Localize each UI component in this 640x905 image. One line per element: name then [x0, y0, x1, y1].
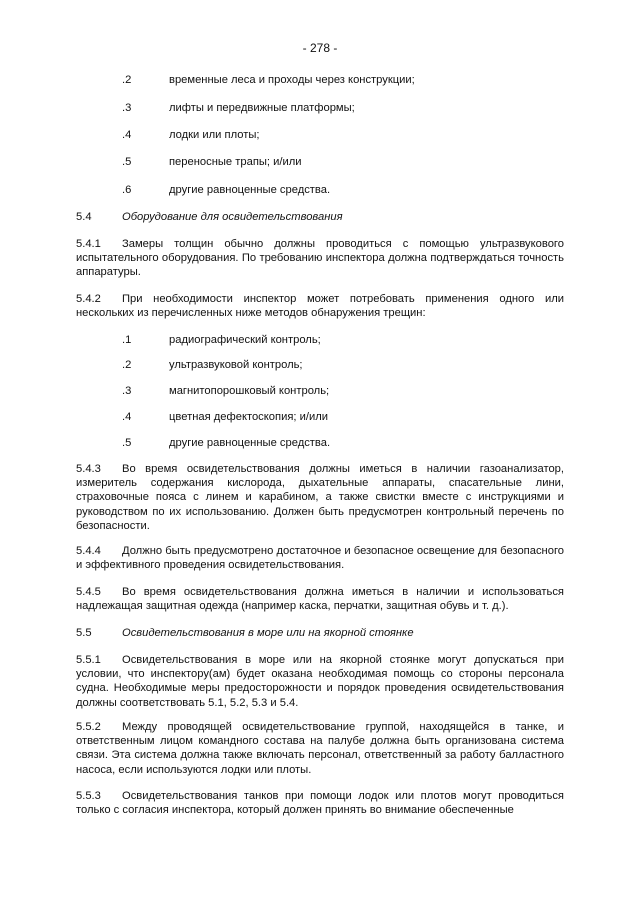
section-number: 5.4 [76, 211, 92, 223]
list-item-number: .1 [122, 334, 132, 346]
section-title: Оборудование для освидетельствования [122, 211, 343, 223]
paragraph-5-5-3 [76, 789, 564, 817]
list-item-number: .4 [122, 411, 132, 423]
paragraph-number: 5.5.2 [76, 721, 101, 733]
list-item-text: ультразвуковой контроль; [169, 359, 303, 371]
list-item-number: .3 [122, 385, 132, 397]
paragraph-number: 5.4.1 [76, 238, 101, 250]
paragraph-5-4-4 [76, 544, 564, 572]
paragraph-5-4-5 [76, 585, 564, 613]
page-number: - 278 - [302, 41, 338, 55]
paragraph-5-4-2 [76, 292, 564, 320]
list-item-number: .3 [122, 102, 132, 114]
paragraph-number: 5.5.1 [76, 654, 101, 666]
list-item-text: другие равноценные средства. [169, 437, 331, 449]
paragraph-text: Освидетельствования в море или на якорной стоянке могут допускаться при условии, что инспектору(ам) будет оказана необходимая помощь со стороны персонала судна. Необходимые меры предосторожности и порядок проведения освидетельствования должны соответствовать 5.1, 5.2, 5.3 и 5.4. [76, 654, 564, 709]
paragraph-number: 5.5.3 [76, 790, 101, 802]
list-item-text: другие равноценные средства. [169, 184, 331, 196]
list-item-text: лифты и передвижные платформы; [169, 102, 355, 114]
list-item-number: .2 [122, 74, 132, 86]
paragraph-5-4-1 [76, 237, 564, 280]
list-item-text: радиографический контроль; [169, 334, 321, 346]
paragraph-number: 5.4.2 [76, 293, 101, 305]
paragraph-number: 5.4.3 [76, 463, 101, 475]
list-item-number: .4 [122, 129, 132, 141]
list-item-number: .5 [122, 437, 132, 449]
paragraph-5-5-2 [76, 720, 564, 777]
section-number: 5.5 [76, 627, 92, 639]
paragraph-number: 5.4.5 [76, 586, 101, 598]
paragraph-text: Между проводящей освидетельствование группой, находящейся в танке, и ответственным лицом командного состава на палубе должна быть организована система связи. Эта система должна также включать персонал, ответственный за работу балластного насоса, если используются лодки или плоты. [76, 721, 564, 776]
paragraph-number: 5.4.4 [76, 545, 101, 557]
paragraph-5-5-1 [76, 653, 564, 710]
list-item-text: временные леса и проходы через конструкции; [169, 74, 415, 86]
list-item-text: лодки или плоты; [169, 129, 260, 141]
paragraph-text: Во время освидетельствования должны иметься в наличии газоанализатор, измеритель содержания кислорода, дыхательные аппараты, спасательные лини, страховочные пояса с линем и карабином, а также свистки вместе с инструкциями и руководством по их использованию. Должен быть предусмотрен контрольный перечень по безопасности. [76, 463, 564, 532]
paragraph-text: При необходимости инспектор может потребовать применения одного или нескольких из перечисленных ниже методов обнаружения трещин: [76, 293, 564, 320]
list-item-text: переносные трапы; и/или [169, 156, 302, 168]
paragraph-5-4-3 [76, 462, 564, 533]
paragraph-text: Освидетельствования танков при помощи лодок или плотов могут проводиться только с согласия инспектора, который должен принять во внимание обеспеченные [76, 790, 564, 817]
list-item-text: цветная дефектоскопия; и/или [169, 411, 328, 423]
list-item-number: .6 [122, 184, 132, 196]
paragraph-text: Во время освидетельствования должна иметься в наличии и использоваться надлежащая защитная одежда (например каска, перчатки, защитная обувь и т. д.). [76, 586, 564, 613]
paragraph-text: Должно быть предусмотрено достаточное и безопасное освещение для безопасного и эффективного проведения освидетельствования. [76, 545, 564, 572]
list-item-number: .5 [122, 156, 132, 168]
paragraph-text: Замеры толщин обычно должны проводиться с помощью ультразвукового испытательного оборудования. По требованию инспектора должна подтверждаться точность аппаратуры. [76, 238, 564, 279]
list-item-number: .2 [122, 359, 132, 371]
section-title: Освидетельствования в море или на якорной стоянке [122, 627, 414, 639]
list-item-text: магнитопорошковый контроль; [169, 385, 330, 397]
